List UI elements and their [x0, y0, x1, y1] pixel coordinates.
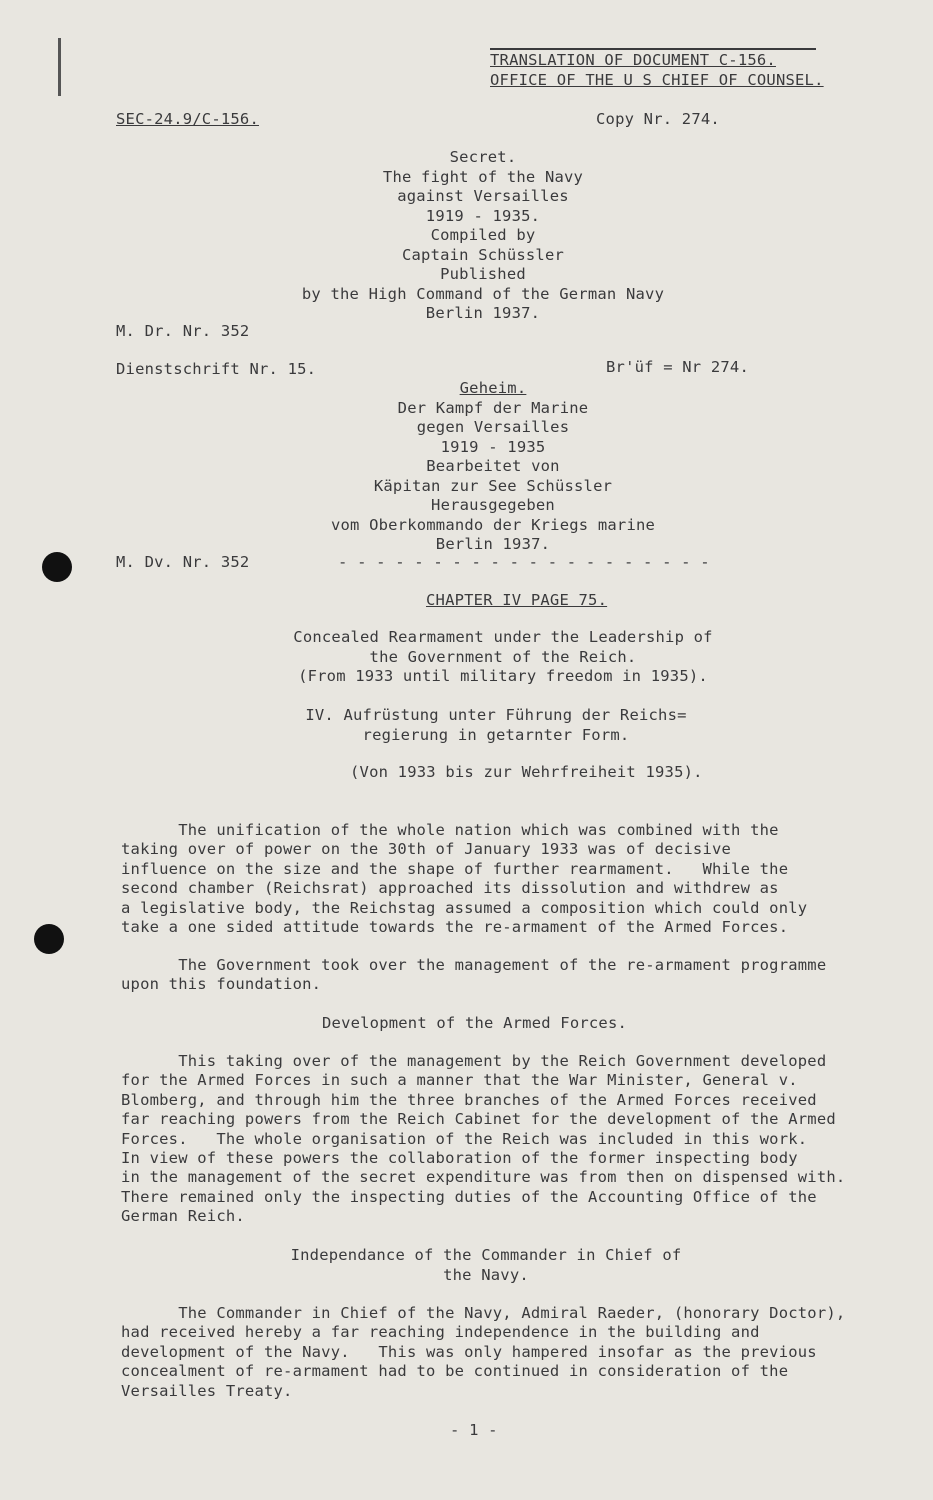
dienstschrift-number: Dienstschrift Nr. 15. — [116, 360, 317, 378]
punch-hole-top — [42, 552, 72, 582]
chapter-line: (From 1933 until military freedom in 1935). — [298, 667, 708, 685]
english-title-block — [283, 148, 683, 324]
text-line: In view of these powers the collaboration of the former inspecting body — [121, 1149, 798, 1168]
title-line: Captain Schüssler — [401, 245, 565, 264]
header-line-1: TRANSLATION OF DOCUMENT C-156. — [490, 51, 776, 69]
text-line: This taking over of the management by the Reich Government developed — [121, 1052, 827, 1070]
section-heading-independance — [246, 1246, 726, 1285]
page-number: - 1 - — [450, 1421, 498, 1439]
punch-hole-bottom — [34, 924, 64, 954]
title-line: The fight of the Navy — [382, 167, 584, 186]
header-line-2: OFFICE OF THE U S CHIEF OF COUNSEL. — [490, 71, 824, 89]
title-line: Käpitan zur See Schüssler — [373, 476, 613, 495]
text-line: There remained only the inspecting duties of the Accounting Office of the — [121, 1187, 817, 1206]
m-dr-number: M. Dr. Nr. 352 — [116, 322, 250, 340]
title-line: Berlin 1937. — [425, 304, 541, 322]
reference-number: SEC-24.9/C-156. — [116, 110, 259, 128]
german-title-block — [293, 379, 693, 555]
title-line: Herausgegeben — [431, 496, 555, 514]
text-line: Blomberg, and through him the three branches of the Armed Forces received — [121, 1090, 817, 1109]
text-line: had received hereby a far reaching independence in the building and — [121, 1323, 760, 1342]
title-line: Berlin 1937. — [435, 535, 551, 553]
chapter-heading: CHAPTER IV PAGE 75. — [426, 591, 608, 609]
text-line: take a one sided attitude towards the re-armament of the Armed Forces. — [121, 918, 789, 937]
paragraph-commander — [121, 1304, 845, 1401]
text-line: German Reich. — [121, 1207, 245, 1226]
paragraph-government — [121, 956, 826, 995]
text-line: influence on the size and the shape of further rearmament. While the — [121, 859, 789, 878]
chapter-line: Concealed Rearmament under the Leadership of — [293, 628, 713, 646]
heading-line: the Navy. — [443, 1265, 529, 1284]
title-line: by the High Command of the German Navy — [301, 284, 665, 303]
title-line: Geheim. — [459, 379, 527, 397]
text-line: for the Armed Forces in such a manner that the War Minister, General v. — [121, 1071, 798, 1090]
text-line: concealment of re-armament had to be continued in consideration of the — [121, 1362, 789, 1381]
bruf-number: Br'üf = Nr 274. — [606, 358, 749, 376]
title-line: Published — [440, 265, 526, 283]
chapter-english-title — [243, 628, 763, 687]
title-line: vom Oberkommando der Kriegs marine — [330, 515, 656, 534]
title-line: gegen Versailles — [416, 418, 570, 436]
title-line: against Versailles — [397, 187, 569, 205]
text-line: second chamber (Reichsrat) approached its dissolution and withdrew as — [121, 879, 779, 898]
title-line: Secret. — [449, 148, 517, 166]
m-dv-number: M. Dv. Nr. 352 — [116, 553, 250, 571]
title-line: Compiled by — [430, 226, 536, 244]
text-line: Versailles Treaty. — [121, 1381, 293, 1400]
title-line: Bearbeitet von — [426, 457, 560, 475]
text-line: Forces. The whole organisation of the Reich was included in this work. — [121, 1129, 808, 1148]
text-line: The unification of the whole nation which was combined with the — [121, 821, 779, 839]
paragraph-unification — [121, 821, 807, 937]
dashed-divider: - - - - - - - - - - - - - - - - - - - - — [338, 553, 710, 571]
text-line: upon this foundation. — [121, 975, 322, 994]
header-top-rule — [490, 48, 816, 50]
text-line: in the management of the secret expenditure was from then on dispensed with. — [121, 1168, 846, 1187]
text-line: The Commander in Chief of the Navy, Admiral Raeder, (honorary Doctor), — [121, 1304, 846, 1322]
chapter-line: the Government of the Reich. — [369, 647, 637, 666]
text-line: taking over of power on the 30th of January 1933 was of decisive — [121, 840, 732, 859]
text-line: far reaching powers from the Reich Cabinet for the development of the Armed — [121, 1110, 836, 1129]
text-line: The Government took over the management of the re-armament programme — [121, 956, 827, 974]
chapter-line: regierung in getarnter Form. — [362, 725, 630, 744]
heading-line: Independance of the Commander in Chief of — [290, 1246, 682, 1264]
chapter-line: IV. Aufrüstung unter Führung der Reichs= — [305, 706, 687, 724]
title-line: 1919 - 1935 — [440, 437, 546, 456]
margin-mark — [58, 38, 61, 96]
chapter-german-title — [246, 706, 746, 745]
section-heading-development: Development of the Armed Forces. — [322, 1014, 628, 1032]
text-line: development of the Navy. This was only hampered insofar as the previous — [121, 1342, 817, 1361]
text-line: a legislative body, the Reichstag assumed a composition which could only — [121, 898, 808, 917]
copy-number: Copy Nr. 274. — [596, 110, 720, 128]
paragraph-management — [121, 1052, 845, 1227]
title-line: Der Kampf der Marine — [397, 398, 589, 417]
chapter-german-subtitle: (Von 1933 bis zur Wehrfreiheit 1935). — [350, 763, 703, 781]
title-line: 1919 - 1935. — [425, 206, 541, 225]
